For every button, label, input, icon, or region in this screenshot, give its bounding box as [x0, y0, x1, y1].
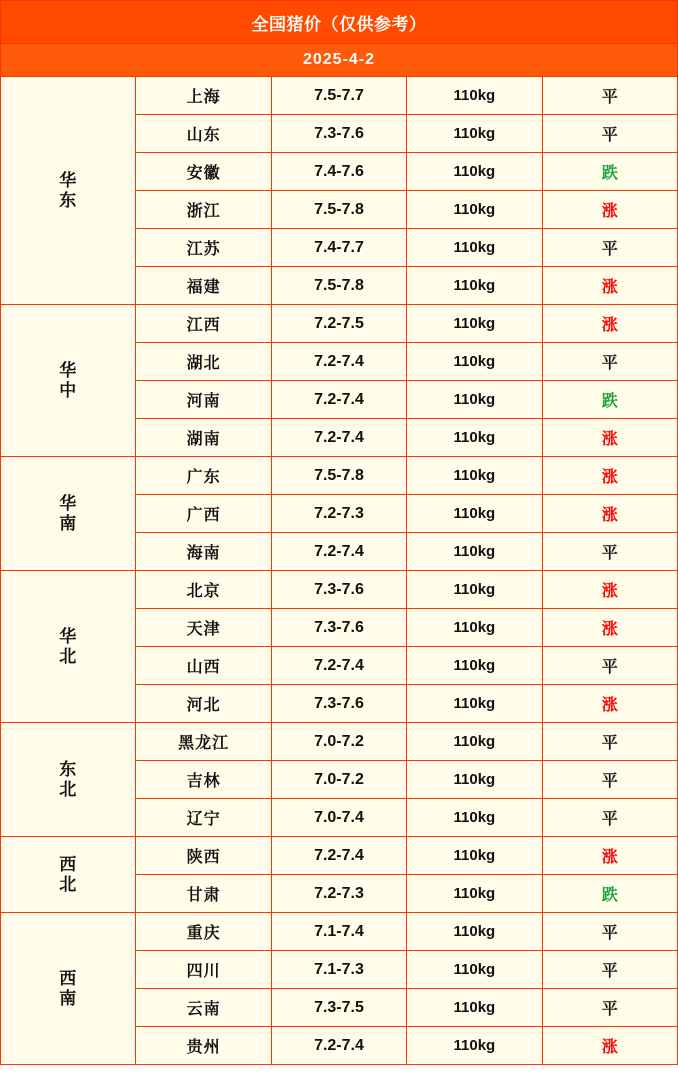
table-row	[1, 837, 678, 875]
weight-cell: 110kg	[407, 267, 542, 305]
province-cell: 四川	[136, 951, 271, 989]
weight-cell: 110kg	[407, 875, 542, 913]
weight-cell: 110kg	[407, 77, 542, 115]
province-cell: 江苏	[136, 229, 271, 267]
region-label: 华中	[59, 360, 78, 400]
province-cell: 天津	[136, 609, 271, 647]
region-cell	[1, 913, 136, 1065]
region-label: 华北	[59, 626, 78, 666]
trend-cell: 涨	[542, 267, 677, 305]
table-row	[1, 457, 678, 495]
table-row	[1, 77, 678, 115]
region-label: 华东	[59, 170, 78, 210]
price-cell: 7.2-7.3	[271, 875, 406, 913]
trend-cell: 平	[542, 647, 677, 685]
price-cell: 7.0-7.2	[271, 723, 406, 761]
province-cell: 陕西	[136, 837, 271, 875]
weight-cell: 110kg	[407, 457, 542, 495]
weight-cell: 110kg	[407, 115, 542, 153]
price-cell: 7.1-7.3	[271, 951, 406, 989]
page-title: 全国猪价（仅供参考）	[1, 1, 678, 44]
date-label: 2025-4-2	[1, 44, 678, 77]
weight-cell: 110kg	[407, 609, 542, 647]
region-label: 西北	[59, 854, 78, 894]
trend-cell: 平	[542, 77, 677, 115]
weight-cell: 110kg	[407, 951, 542, 989]
trend-cell: 涨	[542, 419, 677, 457]
trend-cell: 涨	[542, 457, 677, 495]
price-cell: 7.2-7.4	[271, 1027, 406, 1065]
trend-cell: 涨	[542, 685, 677, 723]
title-row	[1, 1, 678, 44]
region-label: 华南	[59, 493, 78, 533]
price-cell: 7.5-7.8	[271, 457, 406, 495]
trend-cell: 平	[542, 533, 677, 571]
weight-cell: 110kg	[407, 1027, 542, 1065]
price-cell: 7.5-7.8	[271, 191, 406, 229]
region-cell	[1, 305, 136, 457]
province-cell: 山东	[136, 115, 271, 153]
weight-cell: 110kg	[407, 419, 542, 457]
trend-cell: 涨	[542, 305, 677, 343]
weight-cell: 110kg	[407, 343, 542, 381]
trend-cell: 跌	[542, 153, 677, 191]
region-cell	[1, 837, 136, 913]
region-cell	[1, 77, 136, 305]
price-cell: 7.2-7.4	[271, 647, 406, 685]
province-cell: 河南	[136, 381, 271, 419]
weight-cell: 110kg	[407, 305, 542, 343]
trend-cell: 平	[542, 115, 677, 153]
trend-cell: 涨	[542, 609, 677, 647]
weight-cell: 110kg	[407, 761, 542, 799]
price-cell: 7.2-7.5	[271, 305, 406, 343]
price-cell: 7.3-7.6	[271, 571, 406, 609]
table-row	[1, 305, 678, 343]
weight-cell: 110kg	[407, 647, 542, 685]
province-cell: 吉林	[136, 761, 271, 799]
price-cell: 7.2-7.4	[271, 837, 406, 875]
trend-cell: 平	[542, 761, 677, 799]
trend-cell: 平	[542, 913, 677, 951]
province-cell: 湖南	[136, 419, 271, 457]
trend-cell: 跌	[542, 875, 677, 913]
price-cell: 7.0-7.4	[271, 799, 406, 837]
trend-cell: 涨	[542, 837, 677, 875]
province-cell: 浙江	[136, 191, 271, 229]
table-row	[1, 913, 678, 951]
table-body	[1, 1, 678, 1065]
weight-cell: 110kg	[407, 495, 542, 533]
price-cell: 7.2-7.4	[271, 343, 406, 381]
price-cell: 7.3-7.6	[271, 609, 406, 647]
province-cell: 云南	[136, 989, 271, 1027]
province-cell: 北京	[136, 571, 271, 609]
province-cell: 黑龙江	[136, 723, 271, 761]
province-cell: 重庆	[136, 913, 271, 951]
weight-cell: 110kg	[407, 837, 542, 875]
weight-cell: 110kg	[407, 799, 542, 837]
trend-cell: 平	[542, 951, 677, 989]
price-cell: 7.5-7.8	[271, 267, 406, 305]
trend-cell: 平	[542, 989, 677, 1027]
price-cell: 7.1-7.4	[271, 913, 406, 951]
region-cell	[1, 571, 136, 723]
province-cell: 福建	[136, 267, 271, 305]
province-cell: 辽宁	[136, 799, 271, 837]
province-cell: 贵州	[136, 1027, 271, 1065]
weight-cell: 110kg	[407, 723, 542, 761]
weight-cell: 110kg	[407, 533, 542, 571]
price-cell: 7.2-7.4	[271, 533, 406, 571]
region-label: 东北	[59, 759, 78, 799]
price-cell: 7.4-7.7	[271, 229, 406, 267]
trend-cell: 涨	[542, 191, 677, 229]
price-cell: 7.4-7.6	[271, 153, 406, 191]
trend-cell: 涨	[542, 571, 677, 609]
province-cell: 广东	[136, 457, 271, 495]
province-cell: 上海	[136, 77, 271, 115]
weight-cell: 110kg	[407, 989, 542, 1027]
region-cell	[1, 723, 136, 837]
weight-cell: 110kg	[407, 571, 542, 609]
province-cell: 山西	[136, 647, 271, 685]
weight-cell: 110kg	[407, 229, 542, 267]
trend-cell: 涨	[542, 495, 677, 533]
trend-cell: 跌	[542, 381, 677, 419]
province-cell: 海南	[136, 533, 271, 571]
province-cell: 广西	[136, 495, 271, 533]
table-row	[1, 723, 678, 761]
price-cell: 7.3-7.5	[271, 989, 406, 1027]
table-row	[1, 571, 678, 609]
trend-cell: 平	[542, 799, 677, 837]
price-cell: 7.5-7.7	[271, 77, 406, 115]
trend-cell: 平	[542, 723, 677, 761]
weight-cell: 110kg	[407, 913, 542, 951]
region-label: 西南	[59, 968, 78, 1008]
province-cell: 甘肃	[136, 875, 271, 913]
province-cell: 安徽	[136, 153, 271, 191]
price-cell: 7.3-7.6	[271, 115, 406, 153]
weight-cell: 110kg	[407, 685, 542, 723]
price-cell: 7.2-7.3	[271, 495, 406, 533]
trend-cell: 平	[542, 229, 677, 267]
province-cell: 湖北	[136, 343, 271, 381]
province-cell: 河北	[136, 685, 271, 723]
trend-cell: 涨	[542, 1027, 677, 1065]
weight-cell: 110kg	[407, 381, 542, 419]
weight-cell: 110kg	[407, 191, 542, 229]
price-cell: 7.3-7.6	[271, 685, 406, 723]
region-cell	[1, 457, 136, 571]
trend-cell: 平	[542, 343, 677, 381]
price-cell: 7.0-7.2	[271, 761, 406, 799]
price-cell: 7.2-7.4	[271, 381, 406, 419]
weight-cell: 110kg	[407, 153, 542, 191]
date-row	[1, 44, 678, 77]
province-cell: 江西	[136, 305, 271, 343]
price-cell: 7.2-7.4	[271, 419, 406, 457]
